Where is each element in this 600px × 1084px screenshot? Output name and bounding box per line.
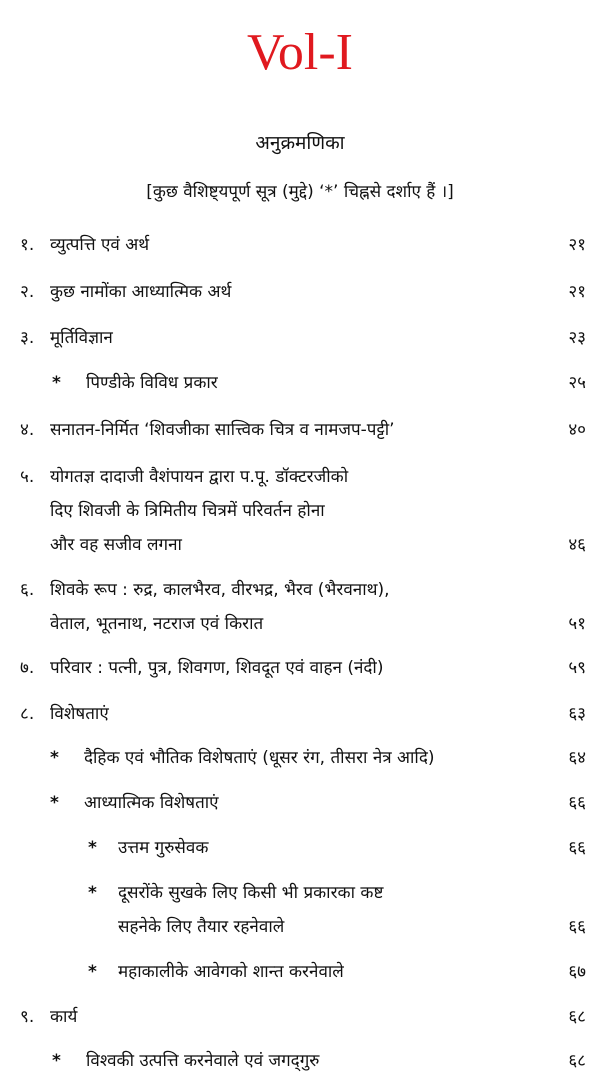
star-marker: * [88, 883, 97, 903]
entry-title: मूर्तिविज्ञान [50, 328, 113, 348]
entry-title: कार्य [50, 1007, 78, 1027]
entry-page: ६६ [568, 838, 586, 858]
entry-number: ३. [20, 328, 35, 348]
entry-title: व्युत्पत्ति एवं अर्थ [50, 235, 150, 255]
entry-page: ४० [568, 420, 586, 440]
entry-title: दैहिक एवं भौतिक विशेषताएं (धूसर रंग, तीसरा नेत्र आदि) [84, 748, 435, 768]
entry-title: योगतज्ञ दादाजी वैशंपायन द्वारा प.पू. डॉक्टरजीको दिए शिवजी के त्रिमितीय चित्रमें परिवर्तन होना और वह सजीव लगना [50, 467, 349, 555]
toc-note: [कुछ वैशिष्ट्यपूर्ण सूत्र (मुद्दे) ‘*’ चिह्नसे दर्शाए हैं ।] [146, 182, 454, 202]
entry-page: २५ [568, 373, 586, 393]
star-marker: * [88, 962, 97, 982]
toc-heading: अनुक्रमणिका [255, 132, 345, 154]
entry-page: २१ [568, 282, 586, 302]
entry-title: उत्तम गुरुसेवक [118, 838, 209, 858]
entry-title: दूसरोंके सुखके लिए किसी भी प्रकारका कष्ट सहनेके लिए तैयार रहनेवाले [118, 883, 384, 937]
entry-title: पिण्डीके विविध प्रकार [86, 373, 218, 393]
entry-number: ६. [20, 580, 35, 600]
entry-number: ९. [20, 1007, 35, 1027]
entry-page: ५१ [568, 614, 586, 634]
entry-title: कुछ नामोंका आध्यात्मिक अर्थ [50, 282, 232, 302]
entry-title: विश्वकी उत्पत्ति करनेवाले एवं जगद्‌गुरु [86, 1051, 320, 1071]
entry-page: ६८ [568, 1007, 586, 1027]
entry-page: ४६ [568, 535, 586, 555]
entry-number: ४. [20, 420, 35, 440]
entry-title: विशेषताएं [50, 704, 109, 724]
entry-page: ५९ [568, 658, 586, 678]
star-marker: * [52, 373, 61, 393]
volume-title: Vol-I [247, 24, 353, 81]
entry-page: ६७ [568, 962, 586, 982]
entry-page: २१ [568, 235, 586, 255]
star-marker: * [50, 748, 59, 768]
entry-number: २. [20, 282, 35, 302]
star-marker: * [50, 793, 59, 813]
entry-title: शिवके रूप : रुद्र, कालभैरव, वीरभद्र, भैरव (भैरवनाथ), वेताल, भूतनाथ, नटराज एवं किरात [50, 580, 390, 634]
entry-title: परिवार : पत्नी, पुत्र, शिवगण, शिवदूत एवं वाहन (नंदी) [50, 658, 384, 678]
entry-title: आध्यात्मिक विशेषताएं [84, 793, 219, 813]
entry-page: ६६ [568, 793, 586, 813]
star-marker: * [52, 1051, 61, 1071]
entry-page: ६३ [568, 704, 586, 724]
entry-number: ७. [20, 658, 35, 678]
entry-number: ८. [20, 704, 35, 724]
entry-number: १. [20, 235, 35, 255]
entry-title: महाकालीके आवेगको शान्त करनेवाले [118, 962, 344, 982]
entry-number: ५. [20, 467, 35, 487]
entry-page: २३ [568, 328, 586, 348]
entry-page: ६६ [568, 917, 586, 937]
star-marker: * [88, 838, 97, 858]
entry-page: ६४ [568, 748, 586, 768]
entry-page: ६८ [568, 1051, 586, 1071]
entry-title: सनातन-निर्मित ‘शिवजीका सात्त्विक चित्र व नामजप-पट्टी’ [50, 420, 395, 440]
